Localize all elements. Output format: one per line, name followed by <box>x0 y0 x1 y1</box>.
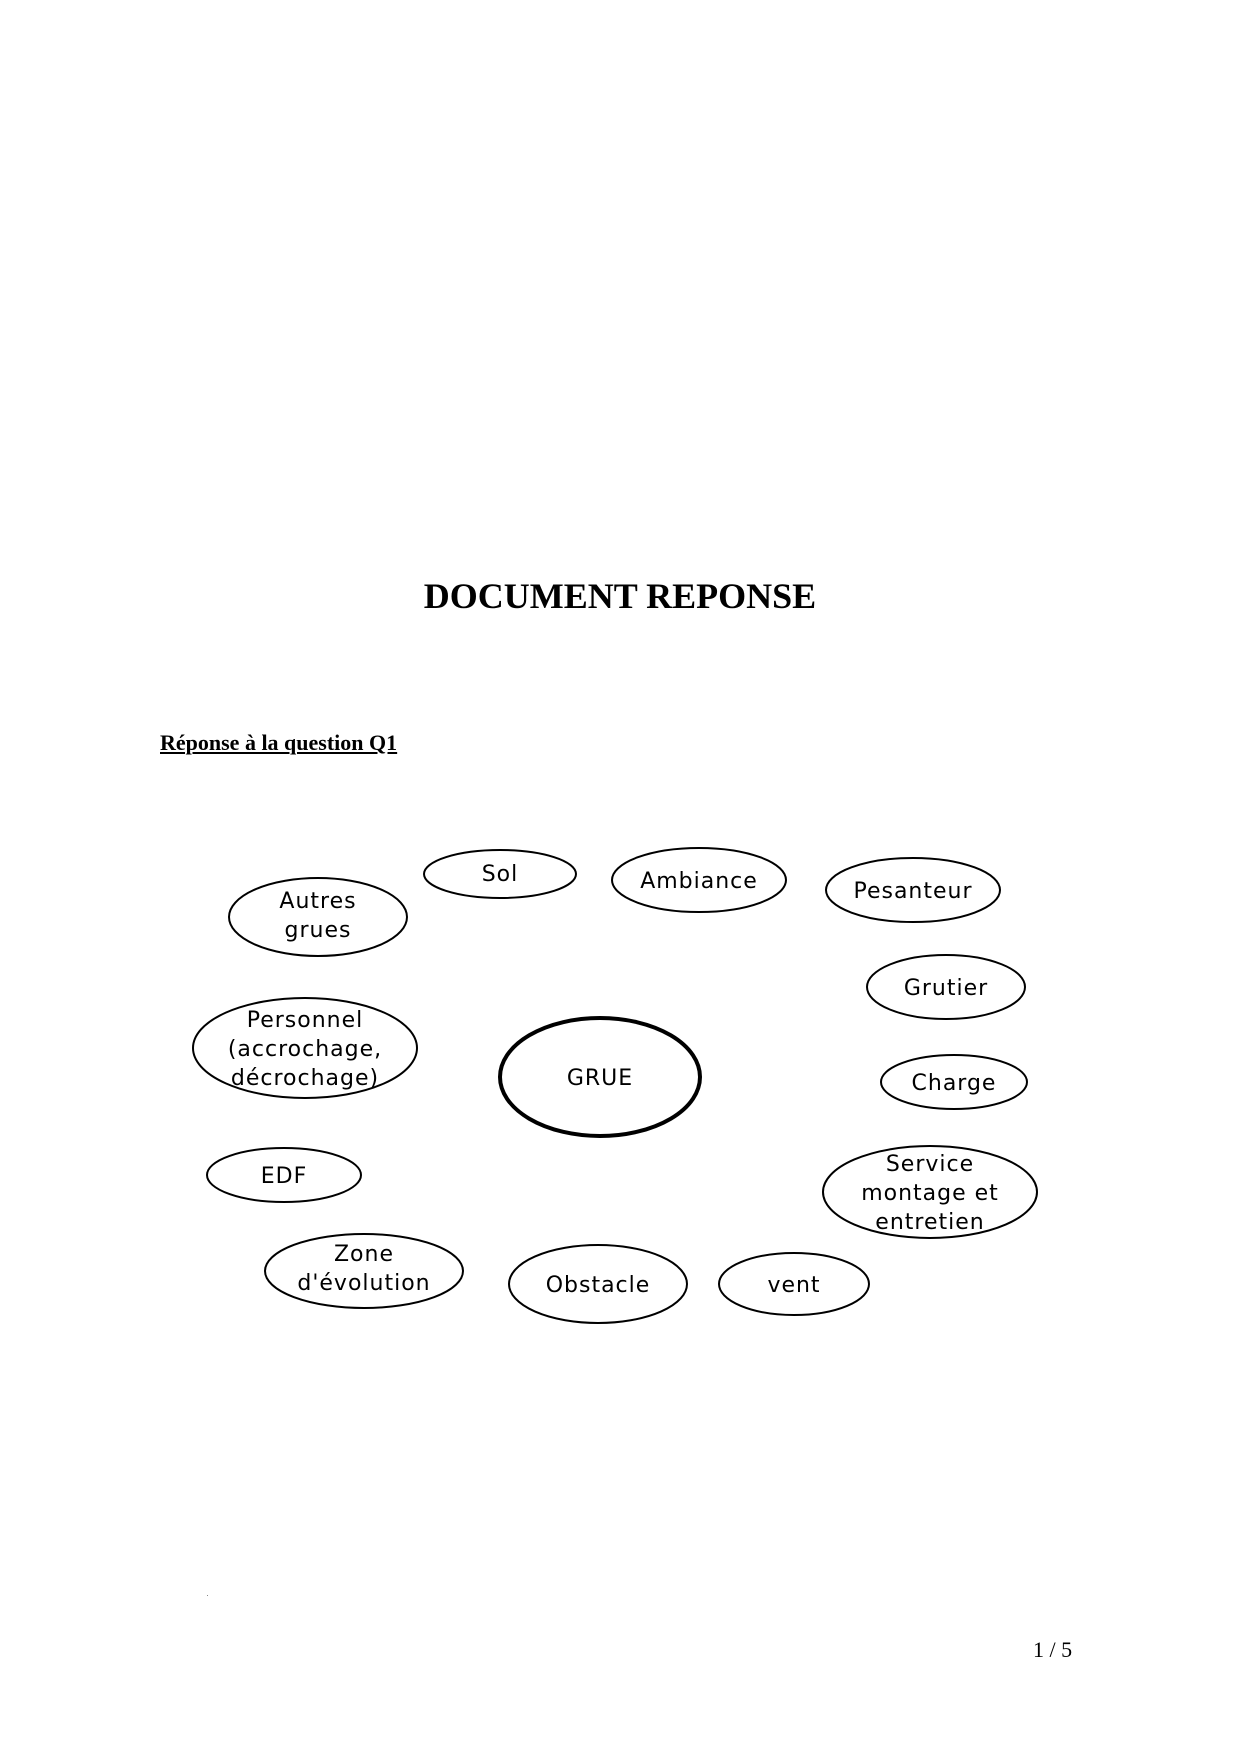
node-label: décrochage) <box>230 1066 380 1091</box>
node-label: (accrochage, <box>227 1037 383 1062</box>
node-label: montage et <box>861 1181 999 1206</box>
node-label: Obstacle <box>545 1273 651 1298</box>
node-label: EDF <box>260 1164 308 1189</box>
page-number: 1 / 5 <box>1033 1637 1073 1662</box>
node-grutier <box>867 955 1025 1019</box>
node-label: Zone <box>333 1242 395 1267</box>
node-autres-grues <box>229 878 407 956</box>
node-label: vent <box>767 1273 821 1298</box>
node-sol <box>424 850 576 898</box>
node-label: entretien <box>875 1210 985 1235</box>
node-label: d'évolution <box>297 1271 431 1296</box>
node-label: Service <box>885 1152 975 1177</box>
node-obstacle <box>509 1245 687 1323</box>
node-label: Grutier <box>903 976 989 1001</box>
node-label: Sol <box>481 862 519 887</box>
node-zone-evolution <box>265 1234 463 1308</box>
node-charge <box>881 1055 1027 1109</box>
node-pesanteur <box>826 858 1000 922</box>
node-label: Charge <box>911 1071 997 1096</box>
node-label: grues <box>284 918 352 943</box>
node-label: Personnel <box>246 1008 364 1033</box>
node-service <box>823 1146 1037 1238</box>
center-node-label: GRUE <box>566 1066 634 1091</box>
question-heading: Réponse à la question Q1 <box>160 730 398 755</box>
node-vent <box>719 1253 869 1315</box>
node-ambiance <box>612 848 786 912</box>
node-label: Ambiance <box>640 869 758 894</box>
document-title: DOCUMENT REPONSE <box>423 576 817 616</box>
node-personnel <box>193 998 417 1098</box>
center-node-grue <box>500 1018 700 1136</box>
node-label: Pesanteur <box>853 879 973 904</box>
node-label: Autres <box>279 889 357 914</box>
node-edf <box>207 1148 361 1202</box>
scan-speck <box>207 1595 208 1596</box>
